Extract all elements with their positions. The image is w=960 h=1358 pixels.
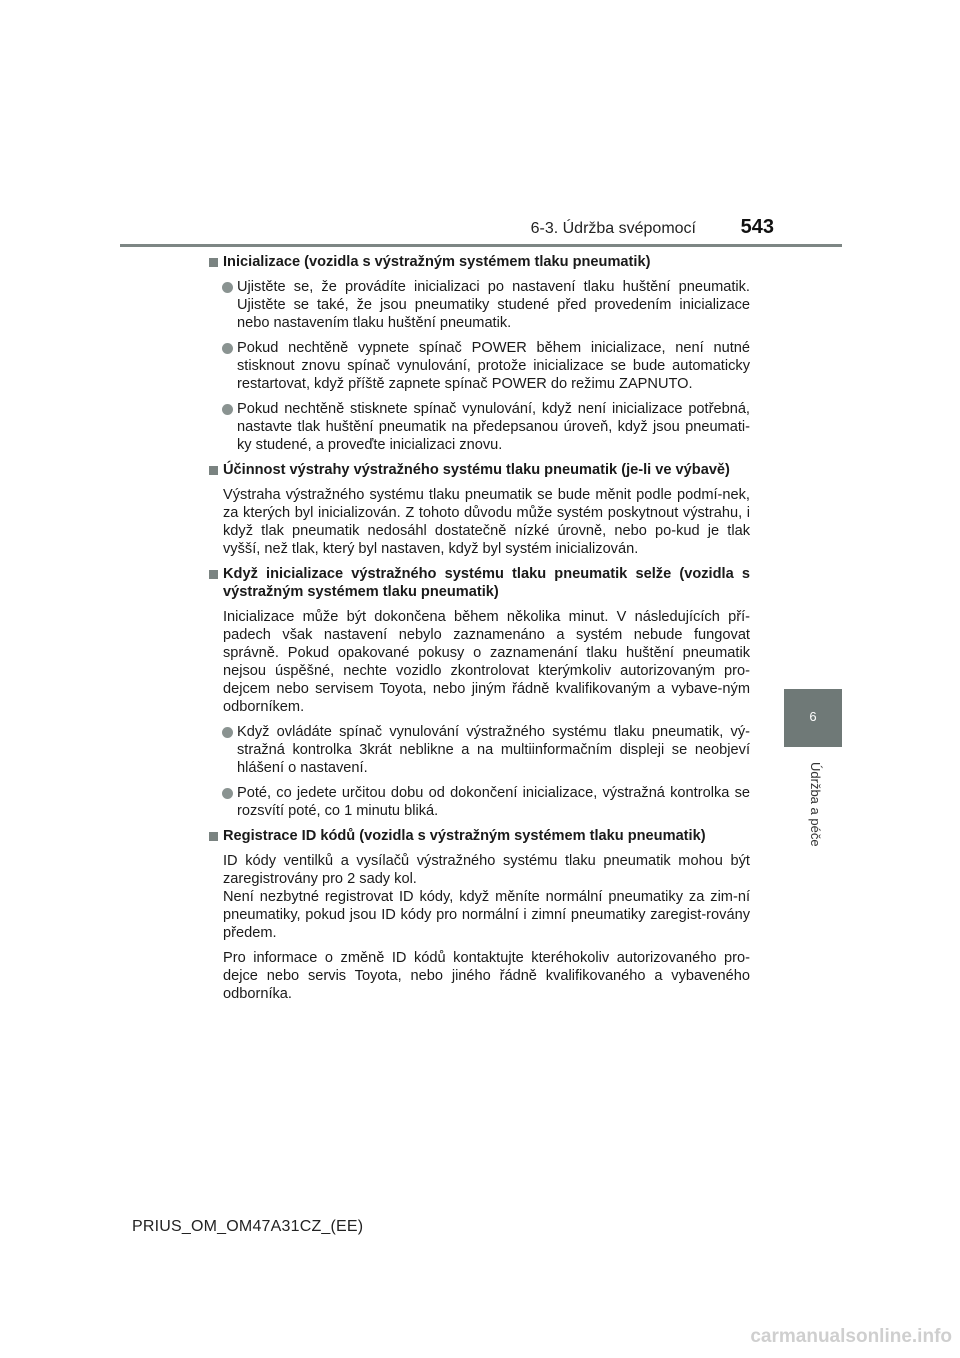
page-content	[208, 253, 750, 1010]
square-bullet-icon	[209, 570, 218, 579]
square-bullet-icon	[209, 466, 218, 475]
circle-bullet-icon	[222, 282, 233, 293]
section-heading	[208, 461, 750, 479]
circle-bullet-icon	[222, 788, 233, 799]
list-item	[222, 784, 750, 820]
section-heading-text: Účinnost výstrahy výstražného systému tlaku pneumatik (je-li ve výbavě)	[223, 462, 730, 478]
page-number: 543	[740, 216, 774, 238]
list-item-text: Pokud nechtěně vypnete spínač POWER během inicializace, není nutné stisknout znovu spínač vynulování, protože inicializace se bude automaticky restartovat, když příště zapnete spínač POWER do režimu ZAPNUTO.	[237, 340, 750, 392]
paragraph: Není nezbytné registrovat ID kódy, když měníte normální pneumatiky za zim-ní pneumatiky, pokud jsou ID kódy pro normální i zimní pneumatiky zaregist-rovány předem.	[223, 889, 750, 941]
section-heading	[208, 565, 750, 601]
list-item-text: Pokud nechtěně stisknete spínač vynulování, když není inicializace potřebná, nastavte tlak huštění pneumatik na předepsanou úroveň, když jsou pneumati-ky studené, a proveďte inicializaci znovu.	[237, 401, 750, 453]
list-item-text: Když ovládáte spínač vynulování výstražného systému tlaku pneumatik, vý-stražná kontrolka 3krát neblikne a na multiinformačním displeji se neobjeví hlášení o nastavení.	[237, 724, 750, 776]
square-bullet-icon	[209, 258, 218, 267]
list-item	[222, 339, 750, 393]
list-item	[222, 400, 750, 454]
section-heading-text: Registrace ID kódů (vozidla s výstražným systémem tlaku pneumatik)	[223, 828, 706, 844]
section-heading-text: Když inicializace výstražného systému tlaku pneumatik selže (vozidla s výstražným systémem tlaku pneumatik)	[223, 566, 750, 600]
section-heading-text: Inicializace (vozidla s výstražným systémem tlaku pneumatik)	[223, 254, 651, 270]
chapter-tab[interactable]: 6	[784, 689, 842, 747]
section-heading	[208, 253, 750, 271]
list-item-text: Poté, co jedete určitou dobu od dokončení inicializace, výstražná kontrolka se rozsvítí poté, co 1 minutu bliká.	[237, 785, 750, 819]
section-title: 6-3. Údržba svépomocí	[530, 220, 696, 237]
square-bullet-icon	[209, 832, 218, 841]
paragraph: ID kódy ventilků a vysílačů výstražného systému tlaku pneumatik mohou být zaregistrovány pro 2 sady kol.	[223, 853, 750, 887]
paragraph: Pro informace o změně ID kódů kontaktujte kteréhokoliv autorizovaného pro-dejce nebo servis Toyota, nebo jiného řádně kvalifikovaného a vybaveného odborníka.	[223, 950, 750, 1002]
circle-bullet-icon	[222, 343, 233, 354]
circle-bullet-icon	[222, 727, 233, 738]
list-item	[222, 278, 750, 332]
list-item-text: Ujistěte se, že provádíte inicializaci po nastavení tlaku huštění pneumatik. Ujistěte se také, že jsou pneumatiky studené před provedením inicializace nebo nastavením tlaku huštění pneumatik.	[237, 279, 750, 331]
section-heading	[208, 827, 750, 845]
chapter-title: Údržba a péče	[808, 762, 823, 847]
document-code: PRIUS_OM_OM47A31CZ_(EE)	[132, 1218, 364, 1235]
watermark: carmanualsonline.info	[750, 1326, 952, 1347]
circle-bullet-icon	[222, 404, 233, 415]
paragraph: Inicializace může být dokončena během několika minut. V následujících pří-padech však nastavení nebylo zaznamenáno a systém nebude fungovat správně. Pokud opakované pokusy o zaznamenání tlaku huštění pneumatik nejsou úspěšné, nechte vozidlo zkontrolovat kterýmkoliv autorizovaným pro-dejcem nebo servisem Toyota, nebo jiným řádně kvalifikovaným a vybave-ným odborníkem.	[223, 609, 750, 715]
page-header	[120, 0, 842, 247]
paragraph: Výstraha výstražného systému tlaku pneumatik se bude měnit podle podmí-nek, za kterých byl inicializován. Z tohoto důvodu může systém poskytnout výstrahu, i když tlak pneumatik nedosáhl dostatečně nízké úrovně, nebo po-kud je tlak vyšší, než tlak, který byl nastaven, když byl systém inicializován.	[223, 487, 750, 557]
header-divider	[120, 244, 842, 247]
list-item	[222, 723, 750, 777]
